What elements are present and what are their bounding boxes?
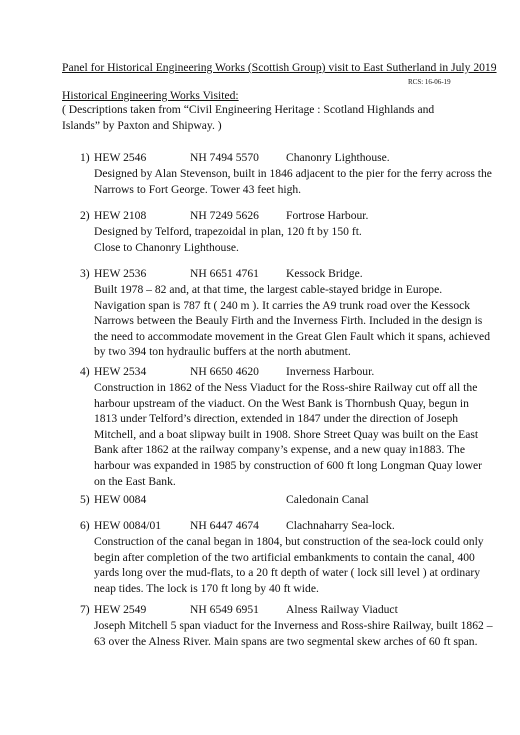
description-line: the need to accommodate movement in the Great Glen Fault which it spans, achieved: [94, 329, 490, 343]
list-item: [80, 208, 369, 255]
hew-number: HEW 2546: [94, 151, 147, 164]
description-line: Navigation span is 787 ft ( 240 m ). It carries the A9 trunk road over the Kessock: [94, 298, 471, 312]
description-line: on the East Bank.: [94, 474, 176, 488]
list-item: [80, 150, 492, 197]
item-header: [80, 208, 369, 224]
section-heading: Historical Engineering Works Visited:: [62, 89, 239, 102]
description-line: 63 over the Alness River. Main spans are two segmental skew arches of 60 ft span.: [94, 634, 478, 648]
grid-reference: NH 7494 5570: [190, 151, 259, 164]
document-title: Panel for Historical Engineering Works (Scottish Group) visit to East Sutherland in July 2019: [62, 61, 497, 74]
reference-code: RCS: 16-06-19: [408, 78, 451, 86]
item-number: 1): [80, 151, 90, 164]
grid-reference: NH 6447 4674: [190, 519, 259, 532]
item-description: [94, 534, 484, 596]
hew-number: HEW 2534: [94, 365, 147, 378]
description-line: by two 394 ton hydraulic buffers at the north abutment.: [94, 345, 351, 359]
description-line: begin after completion of the two artificial embankments to contain the canal, 400: [94, 550, 475, 564]
item-number: 7): [80, 603, 90, 616]
description-line: Designed by Alan Stevenson, built in 1846 adjacent to the pier for the ferry across the: [94, 167, 492, 180]
description-line: Mitchell, and a boat slipway built in 1908. Shore Street Quay was built on the East: [94, 427, 479, 441]
work-name: Fortrose Harbour.: [286, 209, 369, 222]
description-line: Joseph Mitchell 5 span viaduct for the Inverness and Ross-shire Railway, built 1862 –: [94, 619, 493, 632]
description-line: Bank after 1862 at the railway company’s expense, and a new quay in1883. The: [94, 443, 465, 457]
item-description: [94, 166, 492, 197]
description-line: Designed by Telford, trapezoidal in plan, 120 ft by 150 ft.: [94, 225, 362, 238]
list-item: [80, 266, 490, 360]
item-number: 5): [80, 493, 90, 506]
list-item: [80, 602, 493, 649]
hew-number: HEW 0084/01: [94, 519, 162, 532]
item-header: [80, 518, 484, 534]
work-name: Kessock Bridge.: [286, 267, 363, 280]
list-item: [80, 518, 484, 596]
item-description: [94, 380, 482, 489]
hew-number: HEW 2536: [94, 267, 147, 280]
description-line: Close to Chanonry Lighthouse.: [94, 240, 239, 254]
item-number: 6): [80, 519, 90, 532]
hew-number: HEW 0084: [94, 493, 147, 506]
item-header: [80, 602, 493, 618]
grid-reference: NH 6650 4620: [190, 365, 259, 378]
grid-reference: NH 7249 5626: [190, 209, 259, 222]
item-header: [80, 364, 482, 380]
description-line: Built 1978 – 82 and, at that time, the largest cable-stayed bridge in Europe.: [94, 283, 443, 296]
item-number: 3): [80, 267, 90, 280]
description-line: 1813 under Telford’s direction, extended in 1847 under the direction of Joseph: [94, 412, 459, 426]
description-line: harbour upstream of the viaduct. On the West Bank is Thornbush Quay, begun in: [94, 396, 469, 410]
description-line: Construction of the canal began in 1804, but construction of the sea-lock could only: [94, 535, 484, 548]
grid-reference: NH 6651 4761: [190, 267, 259, 280]
item-number: 2): [80, 209, 90, 222]
item-description: [94, 282, 490, 360]
item-description: [94, 618, 493, 649]
work-name: Caledonain Canal: [286, 493, 369, 506]
work-name: Alness Railway Viaduct: [286, 603, 398, 616]
grid-reference: NH 6549 6951: [190, 603, 259, 616]
hew-number: HEW 2549: [94, 603, 147, 616]
item-number: 4): [80, 365, 90, 378]
description-line: Construction in 1862 of the Ness Viaduct for the Ross-shire Railway cut off all the: [94, 381, 478, 394]
source-note: ( Descriptions taken from “Civil Engineering Heritage : Scotland Highlands and Islands” by Paxton and Shipway. ): [62, 103, 435, 132]
description-line: neap tides. The lock is 170 ft long by 40 ft wide.: [94, 581, 319, 595]
item-header: [80, 266, 490, 282]
description-line: Narrows to Fort George. Tower 43 feet high.: [94, 182, 302, 196]
description-line: Narrows between the Beauly Firth and the Inverness Firth. Included in the design is: [94, 314, 483, 328]
hew-number: HEW 2108: [94, 209, 147, 222]
work-name: Inverness Harbour.: [286, 365, 375, 378]
description-line: harbour was expanded in 1985 by construction of 600 ft long Longman Quay lower: [94, 458, 482, 472]
work-name: Chanonry Lighthouse.: [286, 151, 390, 164]
work-name: Clachnaharry Sea-lock.: [286, 519, 395, 532]
item-description: [94, 224, 362, 255]
description-line: yards long over the mud-flats, to a 20 ft depth of water ( lock sill level ) at ordinary: [94, 566, 481, 580]
item-header: [80, 150, 492, 166]
list-item: [80, 364, 482, 489]
